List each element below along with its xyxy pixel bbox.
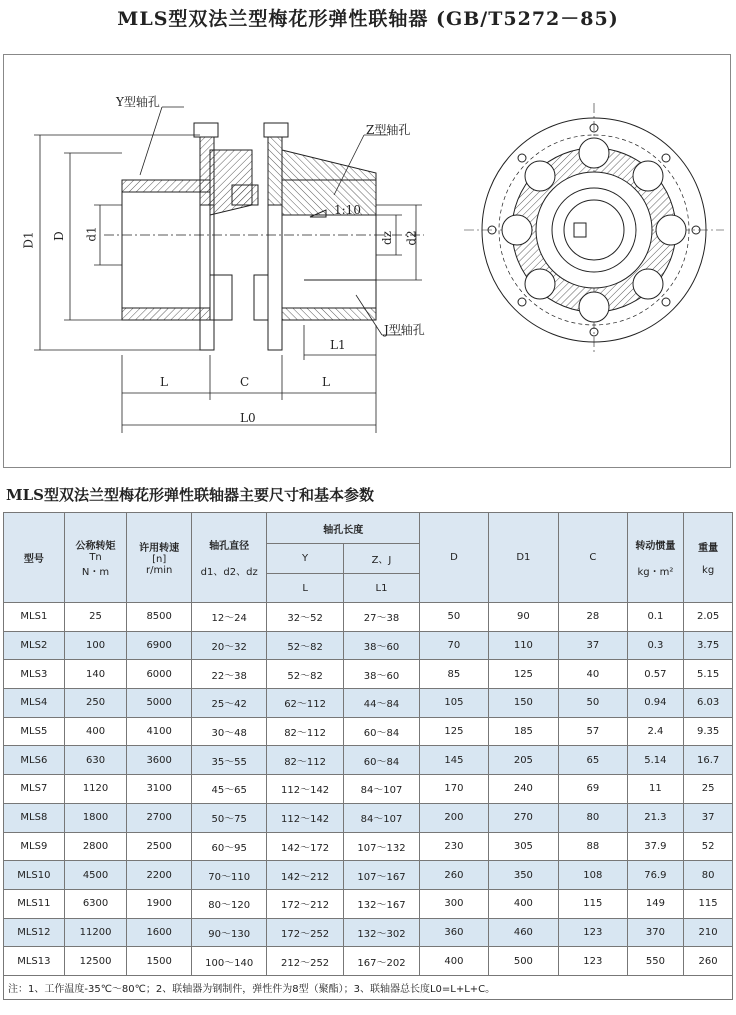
cell-inertia: 76.9 — [627, 861, 684, 890]
dim-D1-label: D1 — [21, 231, 36, 249]
cell-C: 28 — [559, 603, 627, 632]
dim-D-label: D — [51, 231, 66, 241]
cell-speed: 1600 — [127, 918, 192, 947]
cell-D: 50 — [420, 603, 488, 632]
header-Y: Y — [267, 544, 343, 574]
header-ZJ: Z、J — [343, 544, 419, 574]
cell-C: 50 — [559, 689, 627, 718]
j-hole-label: J型轴孔 — [384, 323, 425, 337]
spec-table-body — [4, 603, 733, 976]
cell-D: 105 — [420, 689, 488, 718]
cell-L1: 38～60 — [343, 660, 419, 689]
header-speed: 许用转速 [n] r/min — [127, 513, 192, 603]
cell-weight: 210 — [684, 918, 733, 947]
cell-inertia: 5.14 — [627, 746, 684, 775]
cell-bore: 50～75 — [191, 803, 266, 832]
table-row — [4, 832, 733, 861]
cell-bore: 80～120 — [191, 889, 266, 918]
cell-model: MLS10 — [4, 861, 65, 890]
cell-bore: 12～24 — [191, 603, 266, 632]
spec-table — [3, 512, 733, 1000]
cell-L1: 132～167 — [343, 889, 419, 918]
cell-model: MLS12 — [4, 918, 65, 947]
cell-bore: 70～110 — [191, 861, 266, 890]
table-row — [4, 803, 733, 832]
cell-torque: 250 — [64, 689, 127, 718]
table-row — [4, 889, 733, 918]
cell-torque: 1800 — [64, 803, 127, 832]
technical-drawing — [3, 54, 731, 468]
cell-torque: 630 — [64, 746, 127, 775]
z-hole-label: Z型轴孔 — [366, 123, 411, 137]
cell-D1: 185 — [488, 717, 558, 746]
cell-D: 85 — [420, 660, 488, 689]
cell-bore: 25～42 — [191, 689, 266, 718]
cell-L1: 167～202 — [343, 947, 419, 976]
table-row — [4, 717, 733, 746]
cell-L1: 27～38 — [343, 603, 419, 632]
cell-model: MLS7 — [4, 775, 65, 804]
cell-bore: 100～140 — [191, 947, 266, 976]
cell-D: 70 — [420, 631, 488, 660]
cell-speed: 2200 — [127, 861, 192, 890]
cell-weight: 2.05 — [684, 603, 733, 632]
taper-label: 1:10 — [334, 203, 361, 217]
table-row — [4, 918, 733, 947]
cell-L1: 132～302 — [343, 918, 419, 947]
cell-bore: 90～130 — [191, 918, 266, 947]
cell-D1: 460 — [488, 918, 558, 947]
cell-L: 112～142 — [267, 775, 343, 804]
cell-speed: 3100 — [127, 775, 192, 804]
cell-inertia: 0.3 — [627, 631, 684, 660]
cell-L: 172～212 — [267, 889, 343, 918]
cell-D: 145 — [420, 746, 488, 775]
cell-speed: 3600 — [127, 746, 192, 775]
cell-speed: 4100 — [127, 717, 192, 746]
cell-L1: 84～107 — [343, 775, 419, 804]
cell-L: 172～252 — [267, 918, 343, 947]
cell-L1: 84～107 — [343, 803, 419, 832]
cell-L: 142～172 — [267, 832, 343, 861]
cell-L: 82～112 — [267, 717, 343, 746]
cell-bore: 45～65 — [191, 775, 266, 804]
cell-D1: 205 — [488, 746, 558, 775]
cell-weight: 52 — [684, 832, 733, 861]
cell-weight: 6.03 — [684, 689, 733, 718]
cell-C: 88 — [559, 832, 627, 861]
cell-D1: 305 — [488, 832, 558, 861]
cell-inertia: 0.94 — [627, 689, 684, 718]
table-row — [4, 775, 733, 804]
cell-D1: 350 — [488, 861, 558, 890]
table-row — [4, 603, 733, 632]
dim-d1-label: d1 — [84, 226, 99, 242]
header-C: C — [559, 513, 627, 603]
header-D: D — [420, 513, 488, 603]
cell-speed: 1500 — [127, 947, 192, 976]
cell-bore: 35～55 — [191, 746, 266, 775]
cell-inertia: 0.57 — [627, 660, 684, 689]
table-row — [4, 861, 733, 890]
cell-weight: 16.7 — [684, 746, 733, 775]
cell-D1: 270 — [488, 803, 558, 832]
cell-speed: 2700 — [127, 803, 192, 832]
cell-bore: 22～38 — [191, 660, 266, 689]
cell-D: 400 — [420, 947, 488, 976]
cell-D: 170 — [420, 775, 488, 804]
page-title: MLS型双法兰型梅花形弹性联轴器 (GB/T5272－85) — [117, 8, 619, 30]
cell-weight: 115 — [684, 889, 733, 918]
header-inertia: 转动惯量 kg・m² — [627, 513, 684, 603]
cell-torque: 11200 — [64, 918, 127, 947]
cell-D1: 125 — [488, 660, 558, 689]
dim-L-left-label: L — [160, 375, 168, 389]
cell-C: 108 — [559, 861, 627, 890]
dim-C-label: C — [240, 375, 250, 389]
table-row — [4, 631, 733, 660]
cell-D: 260 — [420, 861, 488, 890]
cell-L: 32～52 — [267, 603, 343, 632]
cell-bore: 20～32 — [191, 631, 266, 660]
cell-L1: 107～132 — [343, 832, 419, 861]
cell-model: MLS3 — [4, 660, 65, 689]
cell-weight: 25 — [684, 775, 733, 804]
table-title: MLS型双法兰型梅花形弹性联轴器主要尺寸和基本参数 — [6, 486, 374, 504]
coupling-drawing-svg — [4, 55, 730, 467]
cell-L1: 60～84 — [343, 717, 419, 746]
cell-model: MLS9 — [4, 832, 65, 861]
dim-L-right-label: L — [322, 375, 330, 389]
cell-model: MLS1 — [4, 603, 65, 632]
cell-model: MLS4 — [4, 689, 65, 718]
cell-inertia: 37.9 — [627, 832, 684, 861]
y-hole-label: Y型轴孔 — [116, 95, 160, 109]
cell-L: 212～252 — [267, 947, 343, 976]
cell-bore: 60～95 — [191, 832, 266, 861]
cell-speed: 6900 — [127, 631, 192, 660]
cell-L: 62～112 — [267, 689, 343, 718]
header-L1: L1 — [343, 574, 419, 603]
cell-inertia: 370 — [627, 918, 684, 947]
cell-torque: 6300 — [64, 889, 127, 918]
cell-C: 69 — [559, 775, 627, 804]
header-L: L — [267, 574, 343, 603]
cell-torque: 100 — [64, 631, 127, 660]
cell-model: MLS6 — [4, 746, 65, 775]
cell-speed: 6000 — [127, 660, 192, 689]
cell-C: 123 — [559, 918, 627, 947]
cell-inertia: 2.4 — [627, 717, 684, 746]
dim-dz-label: dz — [380, 230, 395, 246]
cell-speed: 2500 — [127, 832, 192, 861]
cell-inertia: 0.1 — [627, 603, 684, 632]
cell-C: 80 — [559, 803, 627, 832]
cell-speed: 1900 — [127, 889, 192, 918]
header-weight: 重量 kg — [684, 513, 733, 603]
cell-weight: 9.35 — [684, 717, 733, 746]
cell-torque: 400 — [64, 717, 127, 746]
dim-L0-label: L0 — [240, 411, 256, 425]
cell-L1: 38～60 — [343, 631, 419, 660]
dim-L1-label: L1 — [330, 338, 346, 352]
cell-D: 125 — [420, 717, 488, 746]
cell-speed: 8500 — [127, 603, 192, 632]
cell-L1: 107～167 — [343, 861, 419, 890]
cell-weight: 80 — [684, 861, 733, 890]
cell-D: 230 — [420, 832, 488, 861]
cell-L: 142～212 — [267, 861, 343, 890]
cell-weight: 5.15 — [684, 660, 733, 689]
cell-L: 112～142 — [267, 803, 343, 832]
cell-weight: 37 — [684, 803, 733, 832]
header-D1: D1 — [488, 513, 558, 603]
cell-C: 37 — [559, 631, 627, 660]
cell-torque: 2800 — [64, 832, 127, 861]
cell-L: 82～112 — [267, 746, 343, 775]
cell-C: 65 — [559, 746, 627, 775]
cell-D1: 150 — [488, 689, 558, 718]
cell-D1: 400 — [488, 889, 558, 918]
cell-L: 52～82 — [267, 631, 343, 660]
cell-bore: 30～48 — [191, 717, 266, 746]
cell-model: MLS13 — [4, 947, 65, 976]
cell-D: 300 — [420, 889, 488, 918]
cell-inertia: 149 — [627, 889, 684, 918]
header-bore: 轴孔直径 d1、d2、dz — [191, 513, 266, 603]
cell-model: MLS5 — [4, 717, 65, 746]
table-row — [4, 660, 733, 689]
cell-torque: 12500 — [64, 947, 127, 976]
cell-C: 123 — [559, 947, 627, 976]
cell-C: 115 — [559, 889, 627, 918]
cell-torque: 4500 — [64, 861, 127, 890]
table-row — [4, 746, 733, 775]
cell-speed: 5000 — [127, 689, 192, 718]
cell-D: 200 — [420, 803, 488, 832]
cell-weight: 3.75 — [684, 631, 733, 660]
cell-weight: 260 — [684, 947, 733, 976]
cell-L1: 60～84 — [343, 746, 419, 775]
cell-D1: 240 — [488, 775, 558, 804]
cell-model: MLS2 — [4, 631, 65, 660]
header-torque: 公称转矩 Tn N・m — [64, 513, 127, 603]
header-length-group: 轴孔长度 — [267, 513, 420, 544]
cell-torque: 25 — [64, 603, 127, 632]
end-view — [464, 103, 724, 355]
cell-C: 40 — [559, 660, 627, 689]
cell-inertia: 550 — [627, 947, 684, 976]
table-note: 注：1、工作温度-35℃～80℃；2、联轴器为钢制件，弹性件为8型（聚酯）；3、联轴器总长度L0=L+L+C。 — [4, 975, 733, 999]
cell-D1: 500 — [488, 947, 558, 976]
side-section-view — [104, 123, 424, 350]
cell-L1: 44～84 — [343, 689, 419, 718]
cell-D: 360 — [420, 918, 488, 947]
header-model: 型号 — [4, 513, 65, 603]
cell-D1: 110 — [488, 631, 558, 660]
cell-model: MLS8 — [4, 803, 65, 832]
cell-torque: 140 — [64, 660, 127, 689]
cell-L: 52～82 — [267, 660, 343, 689]
cell-inertia: 21.3 — [627, 803, 684, 832]
table-row — [4, 689, 733, 718]
cell-D1: 90 — [488, 603, 558, 632]
cell-torque: 1120 — [64, 775, 127, 804]
dim-d2-label: d2 — [404, 230, 419, 246]
cell-C: 57 — [559, 717, 627, 746]
cell-inertia: 11 — [627, 775, 684, 804]
table-row — [4, 947, 733, 976]
cell-model: MLS11 — [4, 889, 65, 918]
